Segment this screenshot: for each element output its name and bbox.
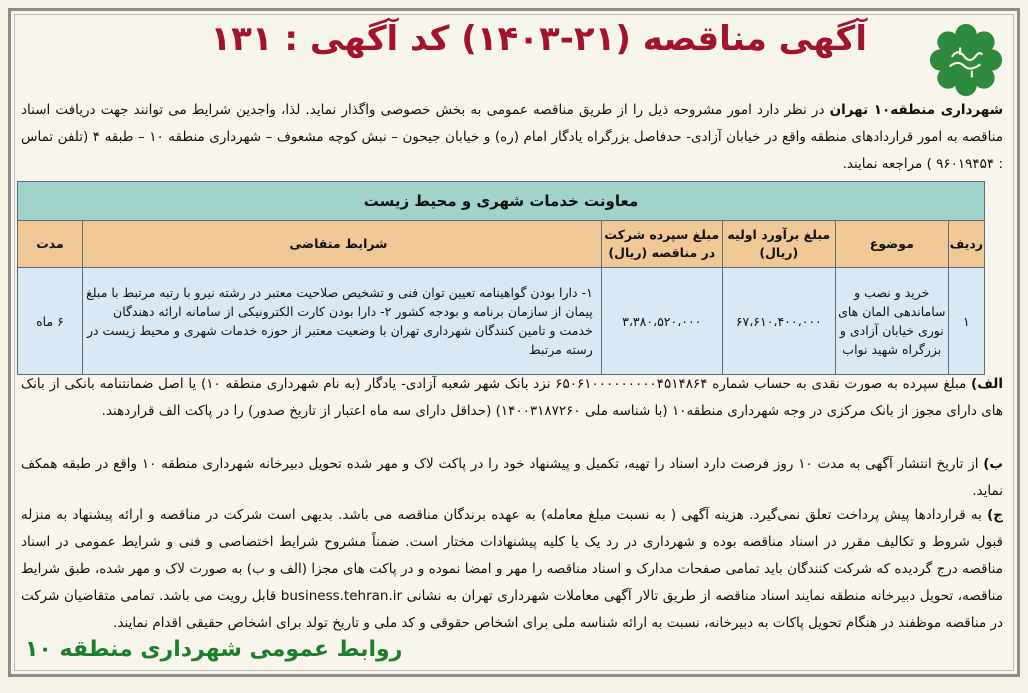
clause-b (21, 451, 1003, 505)
clause-b-text: از تاریخ انتشار آگهی به مدت ۱۰ روز فرصت دارد اسناد را تهیه، تکمیل و پیشنهاد خود را در پاکت لاک و مهر شده تحویل دبیرخانه شهرداری منطقه ۱۰ واقع در طبقه همکف نماید. (21, 456, 1003, 499)
notice-title: آگهی مناقصه (۲۱-۱۴۰۳) کد آگهی : ۱۳۱ (210, 19, 867, 59)
intro-text: در نظر دارد امور مشروحه ذیل را از طریق مناقصه عمومی به بخش خصوصی واگذار نماید. لذا، واجدین شرایط می توانند جهت دریافت اسناد مناقصه به امور قراردادهای منطقه واقع در خیابان آزادی- حدفاصل بزرگراه یادگار امام (ره) و خیابان جیحون – نبش کوچه مشعوف – شهرداری منطقه ۱۰ – طبقه ۴ (تلفن تماس : ۹۶۰۱۹۴۵۴ ) مراجعه نمایند. (21, 102, 1003, 172)
clause-c-text: به قراردادها پیش پرداخت تعلق نمی‌گیرد. هزینه آگهی ( به نسبت مبلغ معامله) به عهده برندگان مناقصه می باشد. بدیهی است شرکت در مناقصه و ارائه پیشنهاد به منزله قبول شروط و تکالیف مقرر در اسناد مناقصه بوده و شهرداری در رد یک یا کلیه پیشنهادات مختار است. ضمناً مشروح شرایط اختصاصی و فنی و شرایط عمومی در اسناد مناقصه درج گردیده که شرکت کنندگان باید تمامی صفحات مدارک و اسناد مناقصه را مهر و امضا نموده و در پاکت های مجزا (الف و ب) به صورت لاک و مهر شده، طبق شرایط مناقصه، تحویل دبیرخانه منطقه نمایند اسناد مناقصه از طریق تالار آگهی معاملات شهرداری تهران به نشانی business.tehran.ir قابل رویت می باشد. تمامی متقاضیان شرکت در مناقصه موظفند در هنگام تحویل پاکات به دبیرخانه، نسبت به ارائه شناسه ملی برای اشخاص حقوقی و کد ملی و تاریخ تولد برای اشخاص حقیقی اقدام نمایند. (21, 507, 1003, 631)
public-relations-signature: روابط عمومی شهرداری منطقه ۱۰ (25, 637, 403, 662)
col-num: ردیف (948, 221, 984, 268)
col-deposit: مبلغ سپرده شرکت در مناقصه (ریال) (601, 221, 722, 268)
intro-paragraph (21, 97, 1003, 178)
clause-c (21, 502, 1003, 637)
col-duration: مدت (18, 221, 83, 268)
table-heading: معاونت خدمات شهری و محیط زیست (18, 182, 985, 221)
clause-a (21, 371, 1003, 425)
row-duration: ۶ ماه (18, 268, 83, 375)
clause-b-label: ب) (983, 456, 1004, 472)
col-estimate: مبلغ برآورد اولیه (ریال) (722, 221, 835, 268)
tehran-municipality-logo-icon (927, 21, 1005, 99)
row-subject: خرید و نصب و ساماندهی المان های نوری خیابان آزادی و بزرگراه شهید نواب (835, 268, 948, 375)
tender-table (17, 181, 985, 375)
row-estimate: ۶۷،۶۱۰،۴۰۰،۰۰۰ (722, 268, 835, 375)
organization-name: شهرداری منطقه۱۰ تهران (829, 102, 1003, 118)
clause-a-text: مبلغ سپرده به صورت نقدی به حساب شماره ۶۵۰۶۱۰۰۰۰۰۰۰۰۰۴۵۱۴۸۶۴ نزد بانک شهر شعبه آزادی- یادگار (به نام شهرداری منطقه ۱۰) یا اصل ضمانتنامه بانکی از بانک های دارای مجوز از بانک مرکزی در وجه شهرداری منطقه۱۰ (با شناسه ملی ۱۴۰۰۳۱۸۷۲۶۰) (حداقل دارای سه ماه اعتبار از تاریخ صدور) را در پاکت الف قراردهند. (21, 376, 1003, 419)
col-conditions: شرایط متقاضی (83, 221, 602, 268)
clause-c-label: ج) (987, 507, 1003, 523)
table-row (18, 268, 985, 375)
row-num: ۱ (948, 268, 984, 375)
row-deposit: ۳،۳۸۰،۵۲۰،۰۰۰ (601, 268, 722, 375)
notice-page (8, 8, 1020, 677)
row-conditions: ۱- دارا بودن گواهینامه تعیین توان فنی و تشخیص صلاحیت معتبر در رشته نیرو با رتبه مرتبط با مبلغ پیمان از سازمان برنامه و بودجه کشور ۲- دارا بودن کارت الکترونیکی از سامانه ارائه دهندگان خدمت و تامین کنندگان شهرداری تهران با وضعیت معتبر از حوزه خدمات شهری و محیط زیست در رسته مرتبط (83, 268, 602, 375)
clause-a-label: الف) (971, 376, 1003, 392)
col-subject: موضوع (835, 221, 948, 268)
